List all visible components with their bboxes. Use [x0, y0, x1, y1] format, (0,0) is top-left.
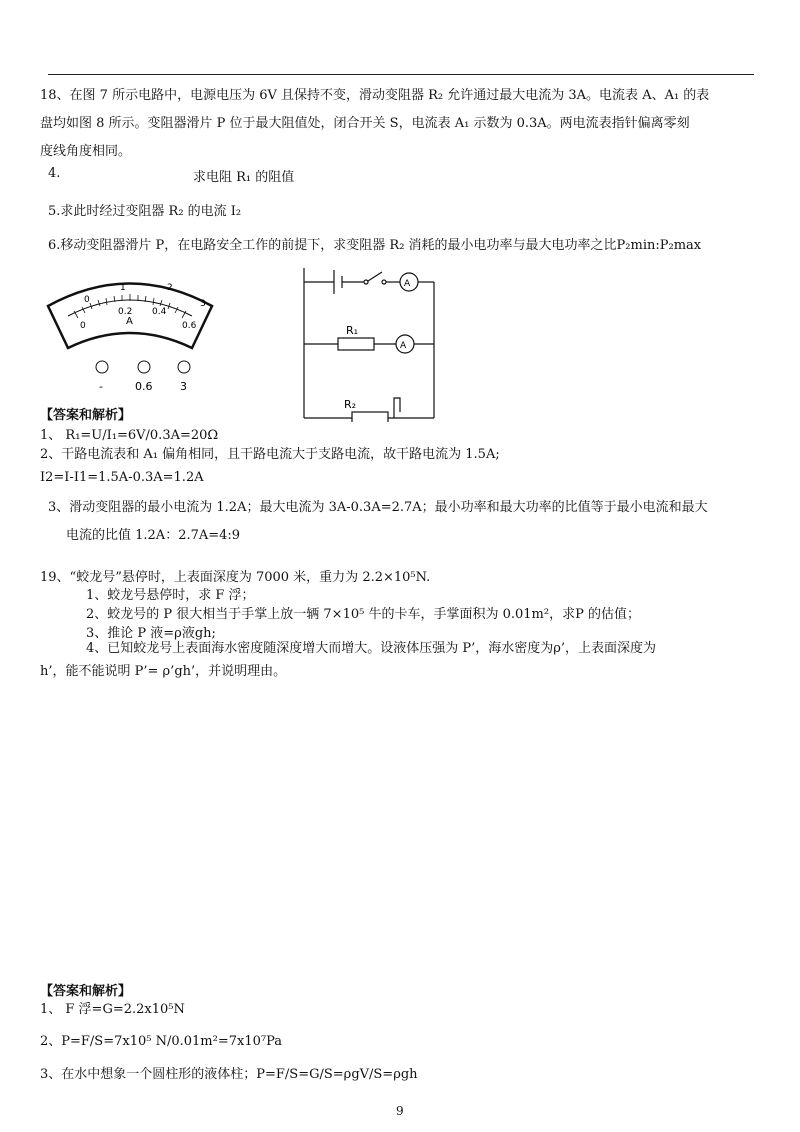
terminal-label: 3	[180, 380, 187, 393]
answer19-1: 1、 F 浮=G=2.2x10⁵N	[40, 1002, 185, 1017]
q19-sub1: 1、蛟龙号悬停时，求 F 浮；	[86, 588, 255, 603]
ammeter-top-label: 1	[120, 283, 126, 293]
answer19-3: 3、在水中想象一个圆柱形的液体柱；P=F/S=G/S=ρgV/S=ρgh	[40, 1067, 418, 1082]
ammeter-bottom-label: 0	[80, 321, 86, 331]
r1-label: R₁	[346, 324, 359, 337]
ammeter-bottom-label: 0.4	[152, 307, 167, 317]
ammeter-figure	[40, 266, 220, 396]
q18-sub4-text: 求电阻 R₁ 的阻值	[193, 170, 295, 185]
q18-line2: 盘均如图 8 所示。变阻器滑片 P 位于最大阻值处，闭合开关 S，电流表 A₁ 示数为 0.3A。两电流表指针偏离零刻	[40, 116, 690, 131]
ammeter-top-label: 2	[167, 283, 173, 293]
q18-line1: 18、在图 7 所示电路中，电源电压为 6V 且保持不变，滑动变阻器 R₂ 允许通过最大电流为 3A。电流表 A、A₁ 的表	[40, 88, 710, 103]
ammeter-top-label: 3	[200, 299, 206, 309]
terminal-0-6	[138, 361, 150, 373]
ammeter-bottom-label: 0.2	[118, 307, 133, 317]
q19-sub4-line2: h’，能不能说明 P’= ρ’gh’，并说明理由。	[40, 664, 287, 679]
q19-line1: 19、“蛟龙号”悬停时，上表面深度为 7000 米，重力为 2.2×10⁵N.	[40, 570, 431, 585]
ammeter-top-label: 0	[84, 295, 90, 305]
answer18-3-line2: 电流的比值 1.2A：2.7A=4:9	[66, 528, 241, 543]
rheostat-r2	[352, 412, 388, 422]
q18-sub5: 5.求此时经过变阻器 R₂ 的电流 I₂	[48, 204, 242, 219]
ammeter-a1-label: A	[400, 341, 407, 351]
r2-label: R₂	[344, 398, 357, 411]
answer-heading-18: 【答案和解析】	[40, 408, 132, 423]
header-rule	[48, 74, 754, 75]
terminal-negative	[96, 361, 108, 373]
q18-sub6: 6.移动变阻器滑片 P，在电路安全工作的前提下，求变阻器 R₂ 消耗的最小电功率与最大电功率之比P₂min:P₂max	[48, 238, 702, 253]
terminal-label: -	[99, 380, 103, 393]
ammeter-unit: A	[126, 316, 133, 327]
terminal-3	[178, 361, 190, 373]
q19-sub2: 2、蛟龙号的 P 很大相当于手掌上放一辆 7×10⁵ 牛的卡车，手掌面积为 0.01m²，求P 的估值；	[86, 607, 640, 622]
resistor-r1	[338, 338, 374, 350]
q18-sub4-number: 4.	[48, 166, 61, 181]
ammeter-bottom-label: 0.6	[182, 321, 197, 331]
answer18-1: 1、 R₁=U/I₁=6V/0.3A=20Ω	[40, 428, 219, 443]
answer-heading-19: 【答案和解析】	[40, 984, 132, 999]
answer18-2: 2、干路电流表和 A₁ 偏角相同，且干路电流大于支路电流，故干路电流为 1.5A;	[40, 447, 500, 462]
q19-sub4-line1: 4、已知蛟龙号上表面海水密度随深度增大而增大。设液体压强为 P’，海水密度为ρ’，上表面深度为	[86, 641, 657, 656]
terminal-label: 0.6	[135, 380, 153, 393]
answer19-2: 2、P=F/S=7x10⁵ N/0.01m²=7x10⁷Pa	[40, 1034, 282, 1049]
ammeter-a-label: A	[404, 279, 411, 289]
page-number: 9	[396, 1104, 404, 1118]
circuit-figure	[294, 262, 444, 422]
q18-line3: 度线角度相同。	[40, 144, 132, 159]
answer18-2b: I2=I-I1=1.5A-0.3A=1.2A	[40, 470, 204, 485]
q19-sub3: 3、推论 P 液=ρ液gh;	[86, 626, 216, 641]
answer18-3-line1: 3、滑动变阻器的最小电流为 1.2A；最大电流为 3A-0.3A=2.7A；最小功率和最大功率的比值等于最小电流和最大	[48, 500, 708, 515]
